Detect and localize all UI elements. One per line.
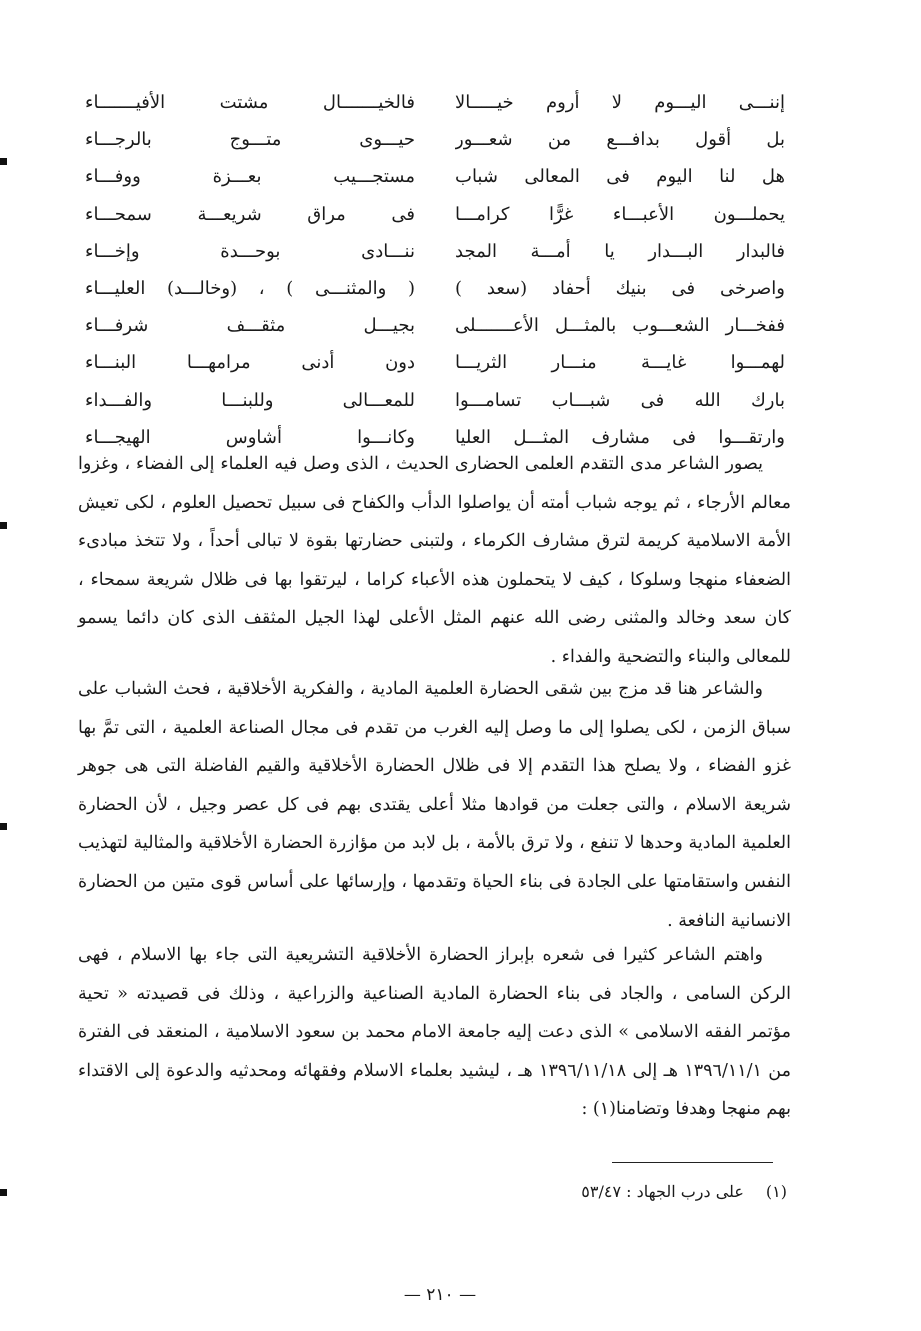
footnote-text: على درب الجهاد : ٥٣/٤٧ <box>581 1182 744 1201</box>
poem-verse <box>85 196 785 233</box>
margin-mark <box>0 1189 7 1196</box>
margin-mark <box>0 823 7 830</box>
verse-first-hemistich: فالبدار البـــدار يا أمـــة المجد <box>455 240 785 262</box>
margin-mark <box>0 522 7 529</box>
verse-second-hemistich: بجيـــل مثقـــف شرفـــاء <box>85 315 415 337</box>
verse-second-hemistich: وكانـــوا أشاوس الهيجـــاء <box>85 426 415 448</box>
verse-first-hemistich: إننـــى اليـــوم لا أروم خيـــــالا <box>455 92 785 113</box>
poem-verse <box>85 270 785 307</box>
poem-verse <box>85 344 785 381</box>
verse-first-hemistich: بل أقول بدافـــع من شعـــور <box>455 129 785 151</box>
poem-verse <box>85 307 785 344</box>
verse-first-hemistich: هل لنا اليوم فى المعالى شباب <box>455 166 785 188</box>
margin-mark <box>0 158 7 165</box>
poem-verse <box>85 158 785 195</box>
verse-first-hemistich: بارك الله فى شبـــاب تسامـــوا <box>455 389 785 411</box>
footnote-number: (١) <box>765 1182 787 1201</box>
footnote-separator <box>612 1162 773 1163</box>
verse-first-hemistich: لهمـــوا غايـــة منـــار الثريـــا <box>455 352 785 374</box>
verse-first-hemistich: وارتقـــوا فى مشارف المثـــل العليا <box>455 426 785 448</box>
poem-verse <box>85 121 785 158</box>
poem-verse <box>85 84 785 121</box>
verse-second-hemistich: مستجـــيب بعـــزة ووفـــاء <box>85 166 415 188</box>
body-paragraph <box>78 445 791 677</box>
poem <box>85 84 785 456</box>
verse-second-hemistich: ( والمثنـــى ) ، (وخالـــد) العليـــاء <box>85 277 415 299</box>
poem-verse <box>85 382 785 419</box>
body-paragraph <box>78 936 791 1129</box>
verse-second-hemistich: ننـــادى بوحـــدة وإخـــاء <box>85 240 415 262</box>
verse-second-hemistich: حيـــوى متـــوج بالرجـــاء <box>85 129 415 151</box>
verse-first-hemistich: ففخـــار الشعـــوب بالمثـــل الأعـــــــلى <box>455 315 785 337</box>
page-number: — ٢١٠ — <box>403 1285 477 1305</box>
paragraph-text: والشاعر هنا قد مزج بين شقى الحضارة العلمية المادية ، والفكرية الأخلاقية ، فحث الشباب على سباق الزمن ، لكى يصلوا إلى ما وصل إليه الغرب من تقدم فى مجال الصناعة العلمية ، التى تمَّ بها غزو الفضاء ، ولا يصلح هذا التقدم إلا فى ظلال الحضارة الأخلاقية والقيم الفاضلة التى هى جوهر شريعة الاسلام ، والتى جعلت من قوادها مثلا أعلى يقتدى بهم فى كل عصر وجيل ، لأن الحضارة العلمية المادية وحدها لا تنفع ، ولا ترق بالأمة ، بل لابد من مؤازرة الحضارة الأخلاقية والمثالية لتهذيب النفس واستقامتها على الجادة فى بناء الحياة وتقدمها ، وإرسائها على أساس قوى متين من الحضارة الانسانية النافعة . <box>78 679 791 931</box>
verse-second-hemistich: للمعـــالى وللبنـــا والفـــداء <box>85 389 415 411</box>
footnote <box>500 1178 787 1206</box>
paragraph-text: واهتم الشاعر كثيرا فى شعره بإبراز الحضارة الأخلاقية التشريعية التى جاء بها الاسلام ، فهى الركن السامى ، والجاد فى بناء الحضارة المادية الصناعية والزراعية ، وذلك فى قصيدته « تحية مؤتمر الفقه الاسلامى » الذى دعت إليه جامعة الامام محمد بن سعود الاسلامية ، المنعقد فى الفترة من ١٣٩٦/١١/١ هـ إلى ١٣٩٦/١١/١٨ هـ ، ليشيد بعلماء الاسلام وفقهائه ومحدثيه والدعوة إلى الاقتداء بهم منهجا وهدفا وتضامنا(١) : <box>78 945 791 1120</box>
verse-second-hemistich: دون أدنى مرامهـــا البنـــاء <box>85 352 415 374</box>
verse-second-hemistich: فى مراق شريعـــة سمحـــاء <box>85 203 415 225</box>
paragraph-text: يصور الشاعر مدى التقدم العلمى الحضارى الحديث ، الذى وصل فيه العلماء إلى الفضاء ، وغزوا معالم الأرجاء ، ثم يوجه شباب أمته أن يواصلوا الدأب والكفاح فى سبيل تحصيل العلوم ، لكى تعيش الأمة الاسلامية كريمة لترق مشارف الكرماء ، ولتبنى حضارتها بقوة لا تبالى أحداً ، ولا تتخذ مبادىء الضعفاء منهجا وسلوكا ، كيف لا يتحملون هذه الأعباء كراما ، ليرتقوا بها فى ظلال شريعة سمحاء ، كان سعد وخالد والمثنى رضى الله عنهم المثل الأعلى لهذا الجيل المثقف الذى كان دائما يسمو للمعالى والبناء والتضحية والفداء . <box>78 454 791 667</box>
verse-first-hemistich: يحملـــون الأعبـــاء غرًّا كرامـــا <box>455 203 785 225</box>
poem-verse <box>85 233 785 270</box>
verse-first-hemistich: واصرخى فى بنيك أحفاد (سعد ) <box>455 277 785 299</box>
verse-second-hemistich: فالخيـــــــال مشتت الأفيـــــــاء <box>85 92 415 113</box>
body-paragraph <box>78 670 791 940</box>
